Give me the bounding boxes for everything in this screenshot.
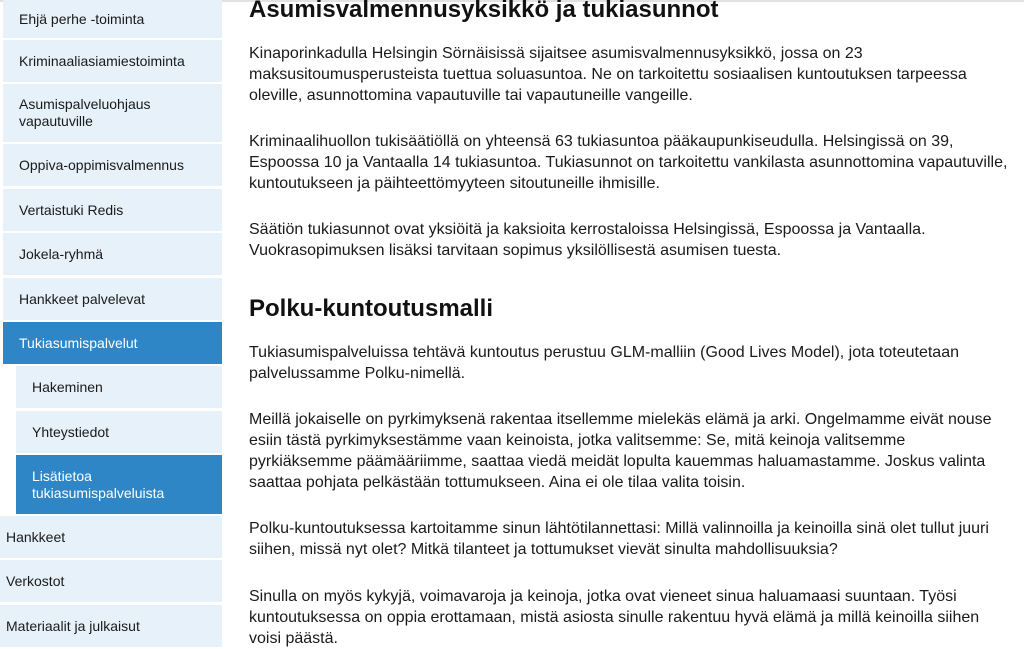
sidebar-item-label: Asumispalveluohjaus vapautuville xyxy=(19,96,151,129)
sidebar-item-verkostot[interactable] xyxy=(0,560,222,602)
sidebar-item-label: Kriminaaliasiamiestoiminta xyxy=(19,52,185,69)
sidebar-subitem-lisatietoa[interactable] xyxy=(16,455,222,514)
sidebar-item-oppiva[interactable] xyxy=(3,144,222,186)
sidebar-item-hankkeet-palvelevat[interactable] xyxy=(3,278,222,320)
paragraph: Polku-kuntoutuksessa kartoitamme sinun lähtötilannettasi: Millä valinnoilla ja keinoilla sinä olet tullut juuri siihen, missä nyt olet? Mitkä tilanteet ja tottumukset vievät sinulta mahdollisuuksia? xyxy=(249,520,989,558)
sidebar-item-label: Ehjä perhe -toiminta xyxy=(19,10,145,27)
sidebar-item-kriminaaliasiamiestoiminta[interactable] xyxy=(3,40,222,82)
sidebar-item-tukiasumispalvelut[interactable] xyxy=(3,322,222,364)
sidebar-item-label: Yhteystiedot xyxy=(32,423,110,440)
paragraph: Sinulla on myös kykyjä, voimavaroja ja keinoja, jotka ovat vieneet sinua haluamaasi suuntaan. Työsi kuntoutuksessa on oppia erottamaan, mistä asiosta sinulle rakentuu hyvä elämä ja millä keinoilla siihen voisi päästä. xyxy=(249,588,980,647)
sidebar-item-materiaalit[interactable] xyxy=(0,605,222,647)
paragraph: Tukiasumispalveluissa tehtävä kuntoutus perustuu GLM-malliin (Good Lives Model), jota toteutetaan palvelussamme Polku-nimellä. xyxy=(249,344,959,382)
sidebar-item-ehja-perhe[interactable] xyxy=(3,0,222,38)
sidebar-item-label: Hankkeet palvelevat xyxy=(19,290,146,307)
paragraph: Meillä jokaiselle on pyrkimyksenä rakentaa itsellemme mielekäs elämä ja arki. Ongelmamme eivät nouse esiin tästä pyrkimyksestämme vaan keinoista, jotka valitsemme: Se, mitä keinoja valitsemme pyrkiäksemme päämääriimme, saattaa viedä meidät lopulta kauemmas haluamastamme. Joskus valinta saattaa pohjata pelkästään tottumukseen. Aina ei ole tilaa valita toisin. xyxy=(249,411,992,491)
sidebar-item-label: Lisätietoa tukiasumispalveluista xyxy=(32,467,165,501)
sidebar-subitem-yhteystiedot[interactable] xyxy=(16,411,222,453)
sidebar-item-label: Jokela-ryhmä xyxy=(19,245,104,262)
sidebar-item-jokela-ryhma[interactable] xyxy=(3,233,222,275)
sidebar-item-label: Oppiva-oppimisvalmennus xyxy=(19,156,184,173)
sidebar-item-label: Materiaalit ja julkaisut xyxy=(6,617,140,634)
sidebar-subitem-hakeminen[interactable] xyxy=(16,366,222,408)
sidebar-item-vertaistuki-redis[interactable] xyxy=(3,189,222,231)
sidebar-item-label: Verkostot xyxy=(6,572,65,589)
sidebar-item-label: Vertaistuki Redis xyxy=(19,201,124,218)
sidebar-item-label: Tukiasumispalvelut xyxy=(19,334,138,351)
paragraph: Säätiön tukiasunnot ovat yksiöitä ja kaksioita kerrostaloissa Helsingissä, Espoossa ja Vantaalla. Vuokrasopimuksen lisäksi tarvitaan sopimus yksilöllisestä asumisen tuesta. xyxy=(249,221,926,259)
section-title-asumisvalmennus: Asumisvalmennusyksikkö ja tukiasunnot xyxy=(249,0,719,23)
sidebar-item-label: Hakeminen xyxy=(32,378,103,395)
section-title-polku: Polku-kuntoutusmalli xyxy=(249,295,494,322)
sidebar-nav xyxy=(0,0,222,636)
sidebar-item-label: Hankkeet xyxy=(6,528,66,545)
paragraph: Kriminaalihuollon tukisäätiöllä on yhteensä 63 tukiasuntoa pääkaupunkiseudulla. Helsingissä on 39, Espoossa 10 ja Vantaalla 14 tukiasuntoa. Tukiasunnot on tarkoitettu vankilasta asunnottomina vapautuville, kuntoutukseen ja päihteettömyyteen sitoutuneille ihmisille. xyxy=(249,133,1008,192)
sidebar-item-asumispalveluohjaus[interactable] xyxy=(3,84,222,142)
main-content xyxy=(249,0,1009,647)
paragraph: Kinaporinkadulla Helsingin Sörnäisissä sijaitsee asumisvalmennusyksikkö, jossa on 23 maksusitoumusperusteista tuettua soluasuntoa. Ne on tarkoitettu sosiaalisen kuntoutuksen tarpeessa oleville, asunnottomina vapautuville tai vapautuneille vangeille. xyxy=(249,45,967,104)
sidebar-item-hankkeet[interactable] xyxy=(0,516,222,558)
